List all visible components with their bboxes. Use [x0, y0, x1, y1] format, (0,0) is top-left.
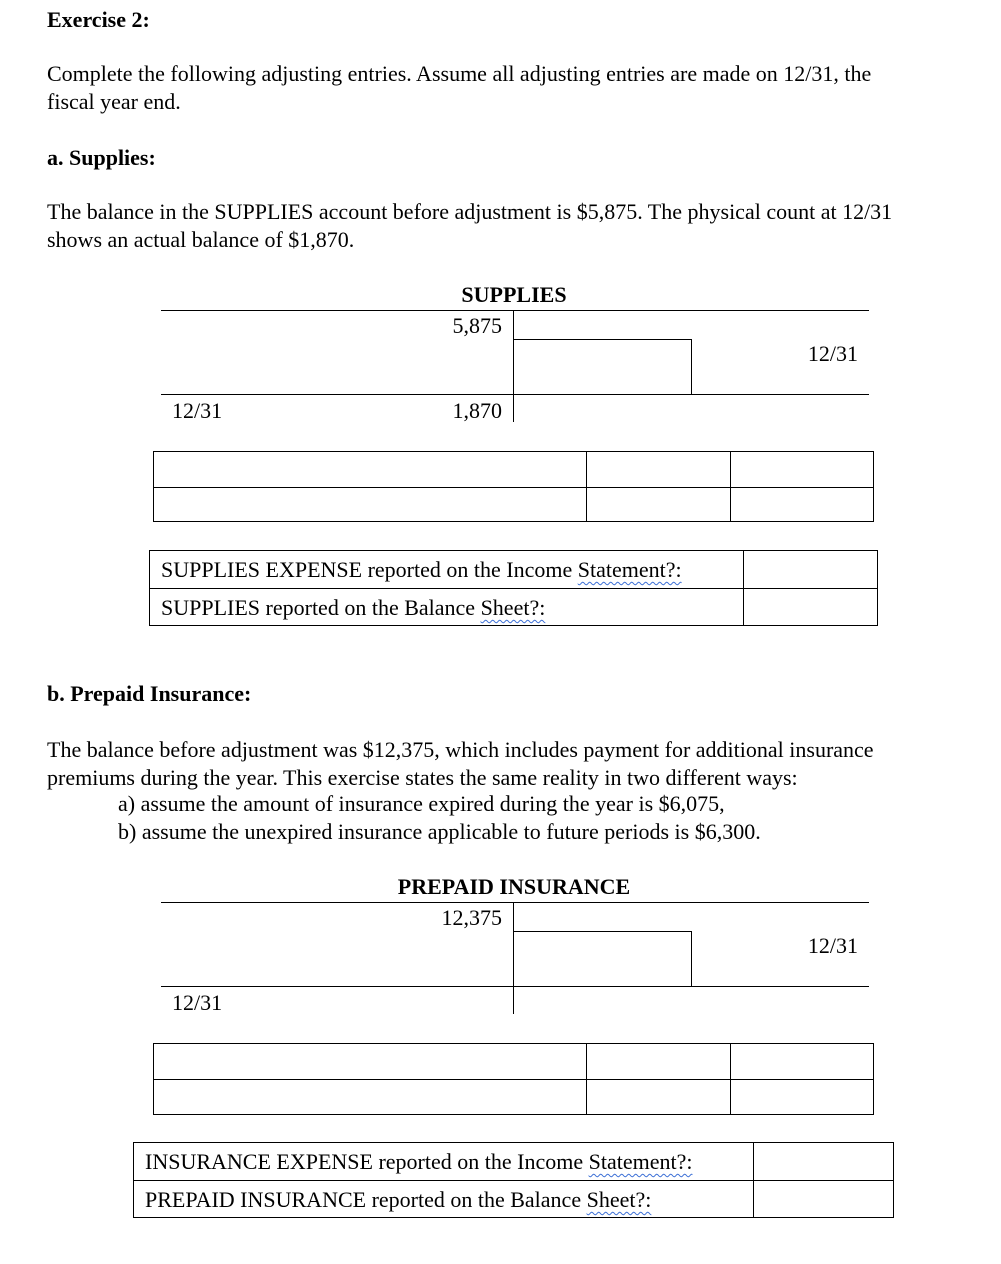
supplies-credit-date: 12/31: [807, 341, 858, 366]
prepaid-entry-account-credit-input[interactable]: [153, 1079, 587, 1115]
prepaid-entry-debit-amount-2-input[interactable]: [586, 1079, 731, 1115]
sheet-link: Sheet?:: [586, 1187, 652, 1212]
insurance-expense-input[interactable]: [753, 1142, 894, 1181]
prepaid-entry-credit-amount-2-input[interactable]: [730, 1079, 874, 1115]
prepaid-asset-label: PREPAID INSURANCE reported on the Balance Sheet?:: [145, 1187, 652, 1212]
supplies-entry-account-credit-input[interactable]: [153, 487, 587, 522]
prepaid-t-account-title: PREPAID INSURANCE: [397, 874, 631, 899]
supplies-entry-account-debit-input[interactable]: [153, 451, 587, 488]
supplies-balance-amount: 1,870: [452, 398, 502, 423]
t-account-top-line: [161, 902, 869, 903]
supplies-description-line-2: shows an actual balance of $1,870.: [47, 227, 355, 252]
statement-link: Statement?:: [577, 557, 682, 582]
sheet-link: Sheet?:: [480, 595, 546, 620]
supplies-t-account-title: SUPPLIES: [461, 282, 567, 307]
supplies-expense-input[interactable]: [743, 550, 878, 589]
prepaid-description-line-2: premiums during the year. This exercise states the same reality in two different ways:: [47, 765, 798, 790]
t-account-balance-line: [161, 394, 869, 395]
supplies-asset-input[interactable]: [743, 588, 878, 626]
statement-link: Statement?:: [588, 1149, 693, 1174]
t-account-balance-line: [161, 986, 869, 987]
prepaid-adjustment-credit-input[interactable]: [513, 931, 692, 987]
supplies-entry-debit-amount-input[interactable]: [586, 451, 731, 488]
supplies-heading: a. Supplies:: [47, 145, 156, 170]
prepaid-heading: b. Prepaid Insurance:: [47, 681, 252, 706]
prepaid-credit-date: 12/31: [807, 933, 858, 958]
prepaid-asset-input[interactable]: [753, 1180, 894, 1218]
supplies-asset-label: SUPPLIES reported on the Balance Sheet?:: [161, 595, 546, 620]
prepaid-balance-date: 12/31: [172, 990, 223, 1015]
intro-line-2: fiscal year end.: [47, 89, 181, 114]
prepaid-option-b: b) assume the unexpired insurance applicable to future periods is $6,300.: [118, 819, 761, 844]
intro-line-1: Complete the following adjusting entries. Assume all adjusting entries are made on 12/31, the: [47, 61, 872, 86]
supplies-debit-beginning: 5,875: [452, 313, 502, 338]
prepaid-description-line-1: The balance before adjustment was $12,375, which includes payment for additional insurance: [47, 737, 874, 762]
t-account-divider-lower: [513, 986, 514, 1014]
prepaid-entry-debit-amount-input[interactable]: [586, 1043, 731, 1080]
supplies-description-line-1: The balance in the SUPPLIES account before adjustment is $5,875. The physical count at 12/31: [47, 199, 893, 224]
supplies-balance-date: 12/31: [172, 398, 223, 423]
supplies-entry-credit-amount-2-input[interactable]: [730, 487, 874, 522]
supplies-expense-label: SUPPLIES EXPENSE reported on the Income Statement?:: [161, 557, 682, 582]
supplies-entry-debit-amount-2-input[interactable]: [586, 487, 731, 522]
prepaid-option-a: a) assume the amount of insurance expired during the year is $6,075,: [118, 791, 725, 816]
t-account-top-line: [161, 310, 869, 311]
insurance-expense-label: INSURANCE EXPENSE reported on the Income Statement?:: [145, 1149, 693, 1174]
prepaid-entry-credit-amount-input[interactable]: [730, 1043, 874, 1080]
prepaid-debit-beginning: 12,375: [441, 905, 502, 930]
supplies-entry-credit-amount-input[interactable]: [730, 451, 874, 488]
supplies-adjustment-credit-input[interactable]: [513, 339, 692, 395]
prepaid-entry-account-debit-input[interactable]: [153, 1043, 587, 1080]
exercise-title: Exercise 2:: [47, 7, 150, 32]
t-account-divider-lower: [513, 394, 514, 422]
